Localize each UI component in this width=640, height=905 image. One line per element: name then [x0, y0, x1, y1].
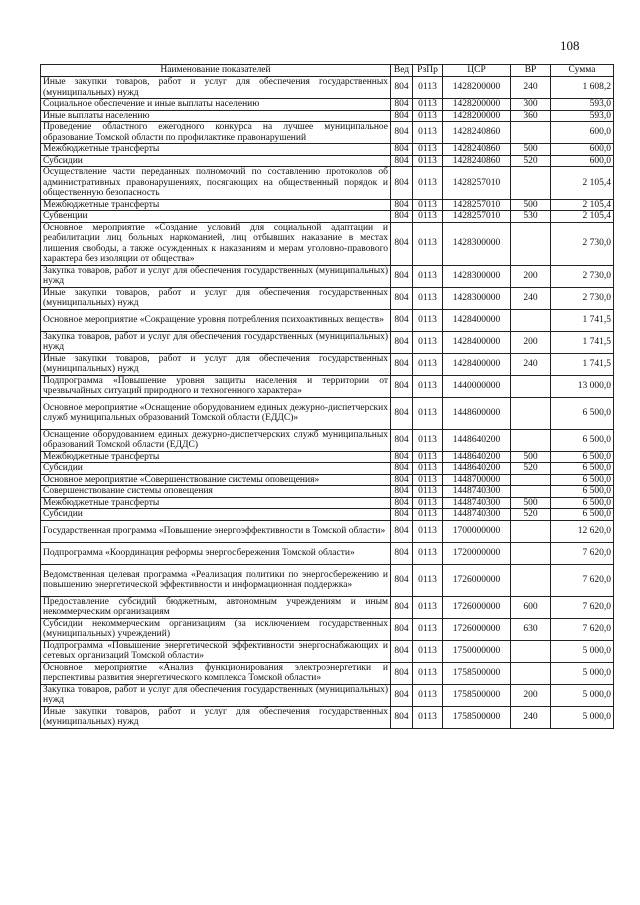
- cell-csr: 1428240860: [443, 144, 511, 156]
- cell-rzpr: 0113: [413, 199, 443, 211]
- cell-csr: 1428240860: [443, 155, 511, 167]
- cell-vr: 530: [511, 211, 551, 223]
- cell-ved: 804: [391, 564, 413, 596]
- cell-name: Межбюджетные трансферты: [41, 144, 391, 156]
- cell-ved: 804: [391, 211, 413, 223]
- cell-name: Межбюджетные трансферты: [41, 199, 391, 211]
- cell-name: Подпрограмма «Повышение уровня защиты населения и территории от чрезвычайных ситуаций природного и техногенного характера»: [41, 375, 391, 397]
- cell-name: Субсидии: [41, 155, 391, 167]
- cell-name: Проведение областного ежегодного конкурса на лучшее муниципальное образование Томской области по профилактике правонарушений: [41, 122, 391, 144]
- cell-name: Основное мероприятие «Анализ функционирования электроэнергетики и перспективы развития энергетического комплекса Томской области»: [41, 662, 391, 684]
- cell-rzpr: 0113: [413, 331, 443, 353]
- table-header-row: [41, 65, 614, 77]
- cell-rzpr: 0113: [413, 375, 443, 397]
- cell-name: Субсидии некоммерческим организациям (за исключением государственных (муниципальных) учреждений): [41, 618, 391, 640]
- cell-vr: [511, 167, 551, 200]
- table-row: [41, 542, 614, 564]
- cell-csr: 1428200000: [443, 77, 511, 99]
- cell-sum: 1 741,5: [551, 331, 614, 353]
- cell-rzpr: 0113: [413, 497, 443, 509]
- cell-vr: 500: [511, 199, 551, 211]
- table-row: [41, 77, 614, 99]
- cell-ved: 804: [391, 451, 413, 463]
- cell-ved: 804: [391, 77, 413, 99]
- table-row: [41, 144, 614, 156]
- cell-ved: 804: [391, 199, 413, 211]
- cell-csr: 1448740300: [443, 486, 511, 498]
- table-row: [41, 110, 614, 122]
- cell-sum: 5 000,0: [551, 706, 614, 728]
- budget-table: [40, 64, 614, 729]
- cell-name: Иные закупки товаров, работ и услуг для обеспечения государственных (муниципальных) нужд: [41, 353, 391, 375]
- cell-rzpr: 0113: [413, 287, 443, 309]
- cell-name: Основное мероприятие «Совершенствование системы оповещения»: [41, 474, 391, 486]
- cell-name: Предоставление субсидий бюджетным, автономным учреждениям и иным некоммерческим организациям: [41, 596, 391, 618]
- cell-rzpr: 0113: [413, 211, 443, 223]
- cell-sum: 6 500,0: [551, 397, 614, 429]
- cell-name: Основное мероприятие «Создание условий для социальной адаптации и реабилитации лиц больных наркоманией, лиц отбывших наказание в местах лишения свободы, а также осужденных к наказаниям и мерам уголовно-правового характера без изоляции от общества»: [41, 222, 391, 265]
- cell-rzpr: 0113: [413, 309, 443, 331]
- cell-name: Подпрограмма «Повышение энергетической эффективности энергоснабжающих и сетевых организаций Томской области»: [41, 640, 391, 662]
- table-row: [41, 199, 614, 211]
- cell-csr: 1428400000: [443, 353, 511, 375]
- cell-ved: 804: [391, 640, 413, 662]
- table-row: [41, 375, 614, 397]
- cell-csr: 1448740300: [443, 509, 511, 521]
- cell-rzpr: 0113: [413, 486, 443, 498]
- cell-name: Оснащение оборудованием единых дежурно-диспетчерских служб муниципальных образований Томской области (ЕДДС): [41, 429, 391, 451]
- cell-vr: [511, 375, 551, 397]
- cell-csr: 1428200000: [443, 99, 511, 111]
- cell-sum: 12 620,0: [551, 520, 614, 542]
- cell-vr: [511, 309, 551, 331]
- table-row: [41, 429, 614, 451]
- cell-ved: 804: [391, 122, 413, 144]
- table-row: [41, 463, 614, 475]
- cell-vr: 300: [511, 99, 551, 111]
- table-row: [41, 662, 614, 684]
- cell-vr: 360: [511, 110, 551, 122]
- header-ved: Вед: [391, 65, 413, 77]
- cell-ved: 804: [391, 497, 413, 509]
- cell-vr: 500: [511, 497, 551, 509]
- cell-ved: 804: [391, 331, 413, 353]
- cell-vr: [511, 564, 551, 596]
- cell-ved: 804: [391, 618, 413, 640]
- cell-vr: [511, 542, 551, 564]
- header-vr: ВР: [511, 65, 551, 77]
- table-row: [41, 265, 614, 287]
- cell-vr: [511, 122, 551, 144]
- cell-ved: 804: [391, 429, 413, 451]
- cell-csr: 1428300000: [443, 287, 511, 309]
- cell-ved: 804: [391, 99, 413, 111]
- cell-sum: 1 741,5: [551, 309, 614, 331]
- cell-name: Закупка товаров, работ и услуг для обеспечения государственных (муниципальных) нужд: [41, 265, 391, 287]
- cell-ved: 804: [391, 463, 413, 475]
- cell-rzpr: 0113: [413, 463, 443, 475]
- table-row: [41, 309, 614, 331]
- cell-ved: 804: [391, 375, 413, 397]
- cell-name: Субсидии: [41, 509, 391, 521]
- cell-vr: [511, 662, 551, 684]
- cell-vr: 240: [511, 353, 551, 375]
- cell-sum: 6 500,0: [551, 463, 614, 475]
- table-row: [41, 211, 614, 223]
- cell-name: Иные закупки товаров, работ и услуг для обеспечения государственных (муниципальных) нужд: [41, 287, 391, 309]
- cell-sum: 6 500,0: [551, 486, 614, 498]
- cell-ved: 804: [391, 397, 413, 429]
- cell-vr: 500: [511, 144, 551, 156]
- cell-vr: 600: [511, 596, 551, 618]
- table-row: [41, 353, 614, 375]
- cell-name: Иные закупки товаров, работ и услуг для обеспечения государственных (муниципальных) нужд: [41, 77, 391, 99]
- cell-rzpr: 0113: [413, 167, 443, 200]
- cell-name: Основное мероприятие «Сокращение уровня потребления психоактивных веществ»: [41, 309, 391, 331]
- cell-ved: 804: [391, 155, 413, 167]
- cell-rzpr: 0113: [413, 155, 443, 167]
- cell-csr: 1758500000: [443, 662, 511, 684]
- cell-name: Субвенции: [41, 211, 391, 223]
- cell-ved: 804: [391, 287, 413, 309]
- cell-csr: 1700000000: [443, 520, 511, 542]
- cell-rzpr: 0113: [413, 110, 443, 122]
- cell-ved: 804: [391, 474, 413, 486]
- cell-ved: 804: [391, 265, 413, 287]
- cell-rzpr: 0113: [413, 509, 443, 521]
- header-name: Наименование показателей: [41, 65, 391, 77]
- cell-vr: 520: [511, 509, 551, 521]
- table-row: [41, 222, 614, 265]
- cell-ved: 804: [391, 520, 413, 542]
- cell-name: Межбюджетные трансферты: [41, 451, 391, 463]
- cell-vr: 630: [511, 618, 551, 640]
- cell-vr: 200: [511, 265, 551, 287]
- cell-name: Подпрограмма «Координация реформы энергосбережения Томской области»: [41, 542, 391, 564]
- cell-vr: 200: [511, 331, 551, 353]
- cell-ved: 804: [391, 486, 413, 498]
- cell-name: Совершенствование системы оповещения: [41, 486, 391, 498]
- cell-name: Осуществление части переданных полномочий по составлению протоколов об административных правонарушениях, посягающих на общественный порядок и общественную безопасность: [41, 167, 391, 200]
- table-row: [41, 640, 614, 662]
- cell-csr: 1448740300: [443, 497, 511, 509]
- cell-rzpr: 0113: [413, 706, 443, 728]
- cell-rzpr: 0113: [413, 618, 443, 640]
- cell-vr: 240: [511, 77, 551, 99]
- cell-name: Иные закупки товаров, работ и услуг для обеспечения государственных (муниципальных) нужд: [41, 706, 391, 728]
- cell-rzpr: 0113: [413, 684, 443, 706]
- table-row: [41, 155, 614, 167]
- cell-ved: 804: [391, 167, 413, 200]
- cell-sum: 13 000,0: [551, 375, 614, 397]
- table-row: [41, 684, 614, 706]
- cell-ved: 804: [391, 596, 413, 618]
- table-row: [41, 509, 614, 521]
- header-rzpr: РзПр: [413, 65, 443, 77]
- table-row: [41, 486, 614, 498]
- cell-csr: 1428300000: [443, 222, 511, 265]
- cell-rzpr: 0113: [413, 353, 443, 375]
- cell-vr: 240: [511, 706, 551, 728]
- cell-vr: 500: [511, 451, 551, 463]
- header-csr: ЦСР: [443, 65, 511, 77]
- cell-name: Основное мероприятие «Оснащение оборудованием единых дежурно-диспетчерских служб муниципальных образований Томской области (ЕДДС)»: [41, 397, 391, 429]
- table-body: [41, 77, 614, 729]
- cell-name: Социальное обеспечение и иные выплаты населению: [41, 99, 391, 111]
- cell-sum: 7 620,0: [551, 564, 614, 596]
- cell-csr: 1428200000: [443, 110, 511, 122]
- cell-csr: 1428300000: [443, 265, 511, 287]
- cell-sum: 600,0: [551, 144, 614, 156]
- table-row: [41, 122, 614, 144]
- cell-sum: 2 730,0: [551, 222, 614, 265]
- cell-vr: [511, 486, 551, 498]
- table-row: [41, 564, 614, 596]
- cell-name: Ведомственная целевая программа «Реализация политики по энергосбережению и повышению энергетической эффективности и информационная поддержка»: [41, 564, 391, 596]
- cell-sum: 6 500,0: [551, 429, 614, 451]
- cell-rzpr: 0113: [413, 451, 443, 463]
- cell-csr: 1726000000: [443, 564, 511, 596]
- cell-csr: 1428257010: [443, 167, 511, 200]
- table-row: [41, 596, 614, 618]
- cell-sum: 5 000,0: [551, 640, 614, 662]
- cell-name: Закупка товаров, работ и услуг для обеспечения государственных (муниципальных) нужд: [41, 331, 391, 353]
- cell-name: Межбюджетные трансферты: [41, 497, 391, 509]
- cell-vr: 240: [511, 287, 551, 309]
- cell-rzpr: 0113: [413, 222, 443, 265]
- cell-sum: 593,0: [551, 110, 614, 122]
- cell-sum: 2 730,0: [551, 287, 614, 309]
- cell-csr: 1726000000: [443, 618, 511, 640]
- cell-sum: 2 105,4: [551, 211, 614, 223]
- table-row: [41, 167, 614, 200]
- cell-csr: 1726000000: [443, 596, 511, 618]
- cell-sum: 6 500,0: [551, 474, 614, 486]
- table-row: [41, 287, 614, 309]
- cell-sum: 7 620,0: [551, 596, 614, 618]
- cell-ved: 804: [391, 222, 413, 265]
- cell-csr: 1448640200: [443, 463, 511, 475]
- cell-csr: 1750000000: [443, 640, 511, 662]
- cell-csr: 1448600000: [443, 397, 511, 429]
- cell-sum: 1 608,2: [551, 77, 614, 99]
- cell-rzpr: 0113: [413, 99, 443, 111]
- cell-rzpr: 0113: [413, 564, 443, 596]
- cell-vr: 520: [511, 155, 551, 167]
- cell-csr: 1428257010: [443, 211, 511, 223]
- table-row: [41, 99, 614, 111]
- table-row: [41, 451, 614, 463]
- cell-vr: [511, 222, 551, 265]
- cell-csr: 1758500000: [443, 706, 511, 728]
- cell-ved: 804: [391, 662, 413, 684]
- page-number: 108: [560, 38, 580, 53]
- cell-csr: 1448640200: [443, 451, 511, 463]
- cell-sum: 6 500,0: [551, 497, 614, 509]
- cell-ved: 804: [391, 684, 413, 706]
- cell-sum: 2 730,0: [551, 265, 614, 287]
- cell-sum: 593,0: [551, 99, 614, 111]
- cell-name: Иные выплаты населению: [41, 110, 391, 122]
- cell-rzpr: 0113: [413, 474, 443, 486]
- cell-rzpr: 0113: [413, 429, 443, 451]
- cell-csr: 1448640200: [443, 429, 511, 451]
- cell-sum: 600,0: [551, 122, 614, 144]
- cell-sum: 7 620,0: [551, 542, 614, 564]
- cell-name: Государственная программа «Повышение энергоэффективности в Томской области»: [41, 520, 391, 542]
- cell-csr: 1428240860: [443, 122, 511, 144]
- table-row: [41, 497, 614, 509]
- cell-csr: 1440000000: [443, 375, 511, 397]
- cell-ved: 804: [391, 509, 413, 521]
- cell-vr: [511, 397, 551, 429]
- cell-ved: 804: [391, 309, 413, 331]
- table-row: [41, 618, 614, 640]
- table-row: [41, 397, 614, 429]
- cell-ved: 804: [391, 353, 413, 375]
- cell-vr: [511, 429, 551, 451]
- cell-name: Субсидии: [41, 463, 391, 475]
- cell-sum: 5 000,0: [551, 684, 614, 706]
- header-sum: Сумма: [551, 65, 614, 77]
- cell-name: Закупка товаров, работ и услуг для обеспечения государственных (муниципальных) нужд: [41, 684, 391, 706]
- table-row: [41, 520, 614, 542]
- cell-vr: 200: [511, 684, 551, 706]
- cell-sum: 7 620,0: [551, 618, 614, 640]
- cell-rzpr: 0113: [413, 520, 443, 542]
- cell-rzpr: 0113: [413, 122, 443, 144]
- cell-csr: 1758500000: [443, 684, 511, 706]
- table-row: [41, 331, 614, 353]
- cell-ved: 804: [391, 542, 413, 564]
- cell-sum: 1 741,5: [551, 353, 614, 375]
- cell-sum: 2 105,4: [551, 199, 614, 211]
- cell-rzpr: 0113: [413, 596, 443, 618]
- cell-ved: 804: [391, 706, 413, 728]
- cell-sum: 2 105,4: [551, 167, 614, 200]
- cell-rzpr: 0113: [413, 662, 443, 684]
- cell-vr: [511, 520, 551, 542]
- cell-vr: [511, 640, 551, 662]
- cell-csr: 1720000000: [443, 542, 511, 564]
- cell-rzpr: 0113: [413, 265, 443, 287]
- cell-sum: 600,0: [551, 155, 614, 167]
- table-row: [41, 474, 614, 486]
- cell-rzpr: 0113: [413, 640, 443, 662]
- cell-sum: 6 500,0: [551, 451, 614, 463]
- cell-csr: 1448700000: [443, 474, 511, 486]
- cell-sum: 6 500,0: [551, 509, 614, 521]
- cell-ved: 804: [391, 144, 413, 156]
- cell-sum: 5 000,0: [551, 662, 614, 684]
- cell-csr: 1428400000: [443, 309, 511, 331]
- cell-rzpr: 0113: [413, 77, 443, 99]
- cell-rzpr: 0113: [413, 144, 443, 156]
- cell-rzpr: 0113: [413, 397, 443, 429]
- cell-ved: 804: [391, 110, 413, 122]
- cell-csr: 1428257010: [443, 199, 511, 211]
- cell-csr: 1428400000: [443, 331, 511, 353]
- cell-vr: [511, 474, 551, 486]
- cell-vr: 520: [511, 463, 551, 475]
- table-row: [41, 706, 614, 728]
- cell-rzpr: 0113: [413, 542, 443, 564]
